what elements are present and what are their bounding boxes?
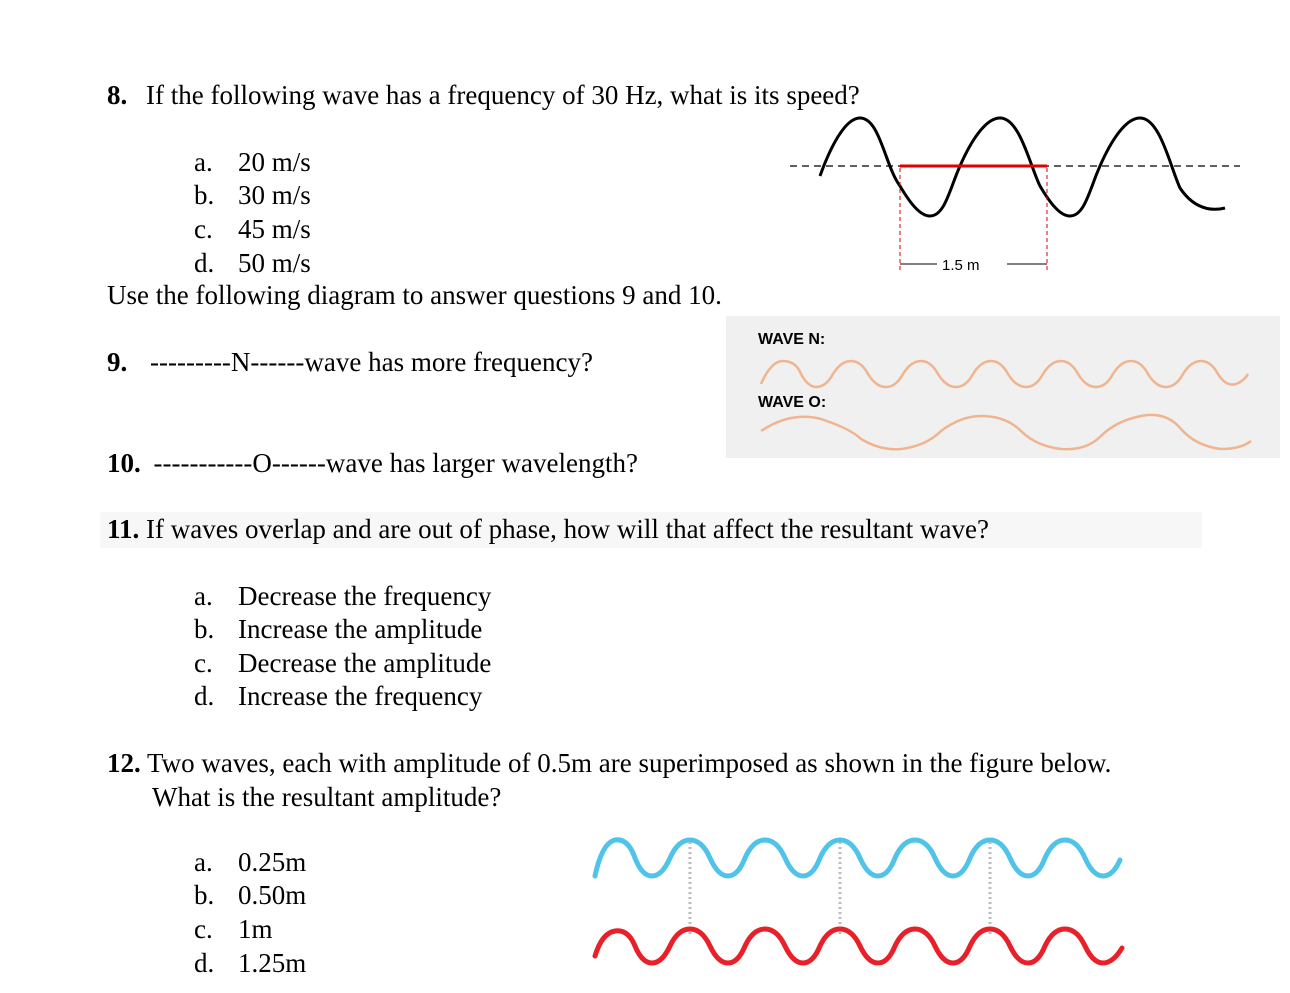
question-number: 9. — [107, 347, 128, 377]
option-letter: c. — [194, 214, 213, 244]
option-text: Decrease the frequency — [238, 581, 492, 611]
question-11 — [107, 514, 989, 545]
option-letter: c. — [194, 648, 213, 678]
option-letter: a. — [194, 581, 213, 611]
question-number: 8. — [107, 80, 128, 110]
question-text: If the following wave has a frequency of 30 Hz, what is its speed? — [146, 80, 860, 110]
question-10 — [107, 448, 638, 479]
option-letter: d. — [194, 948, 215, 978]
option-text: 45 m/s — [238, 214, 311, 244]
wave-o-path — [761, 415, 1251, 449]
bottom-wave — [595, 929, 1122, 963]
q8-wave-figure — [785, 108, 1245, 283]
question-number: 10. — [107, 448, 141, 478]
top-wave — [595, 840, 1120, 876]
question-text-line1: Two waves, each with amplitude of 0.5m are superimposed as shown in the figure below. — [147, 748, 1112, 778]
option-text: 0.50m — [238, 880, 307, 910]
option-letter: d. — [194, 681, 215, 711]
q8-option-b — [194, 180, 311, 211]
option-letter: c. — [194, 914, 213, 944]
question-text: If waves overlap and are out of phase, how will that affect the resultant wave? — [146, 514, 989, 544]
option-letter: d. — [194, 248, 215, 278]
wave-n-label: WAVE N: — [758, 331, 826, 348]
wave-n-path — [761, 361, 1248, 387]
q12-option-d — [194, 948, 306, 979]
q11-option-a — [194, 581, 491, 612]
option-text: Decrease the amplitude — [238, 648, 492, 678]
question-12 — [107, 748, 1111, 779]
q12-option-b — [194, 880, 306, 911]
answer-line: ---------N------wave has more frequency? — [150, 347, 593, 377]
q8-option-d — [194, 248, 311, 279]
question-8 — [107, 80, 860, 111]
option-text: Increase the frequency — [238, 681, 483, 711]
option-text: 50 m/s — [238, 248, 311, 278]
q8-option-a — [194, 147, 311, 178]
option-text: Increase the amplitude — [238, 614, 483, 644]
q11-option-d — [194, 681, 482, 712]
option-text: 1m — [238, 914, 273, 944]
q12-option-a — [194, 847, 306, 878]
wave-o — [756, 411, 1256, 456]
superposition-figure — [590, 828, 1135, 978]
option-letter: b. — [194, 880, 215, 910]
wave-comparison-figure — [726, 316, 1280, 458]
option-text: 0.25m — [238, 847, 307, 877]
option-text: 30 m/s — [238, 180, 311, 210]
instruction-text: Use the following diagram to answer questions 9 and 10. — [107, 280, 722, 310]
option-letter: a. — [194, 847, 213, 877]
wave-n — [756, 356, 1256, 391]
q11-option-c — [194, 648, 491, 679]
wave-o-label: WAVE O: — [758, 394, 827, 411]
answer-line: -----------O------wave has larger wavelength? — [153, 448, 638, 478]
wavelength-label: 1.5 m — [942, 257, 980, 274]
question-9 — [107, 347, 593, 378]
option-letter: a. — [194, 147, 213, 177]
option-text: 20 m/s — [238, 147, 311, 177]
q11-option-b — [194, 614, 482, 645]
question-number: 11. — [107, 514, 140, 544]
option-text: 1.25m — [238, 948, 307, 978]
q12-option-c — [194, 914, 273, 945]
option-letter: b. — [194, 614, 215, 644]
option-letter: b. — [194, 180, 215, 210]
question-12-line2: What is the resultant amplitude? — [152, 782, 502, 812]
question-number: 12. — [107, 748, 141, 778]
q8-option-c — [194, 214, 311, 245]
